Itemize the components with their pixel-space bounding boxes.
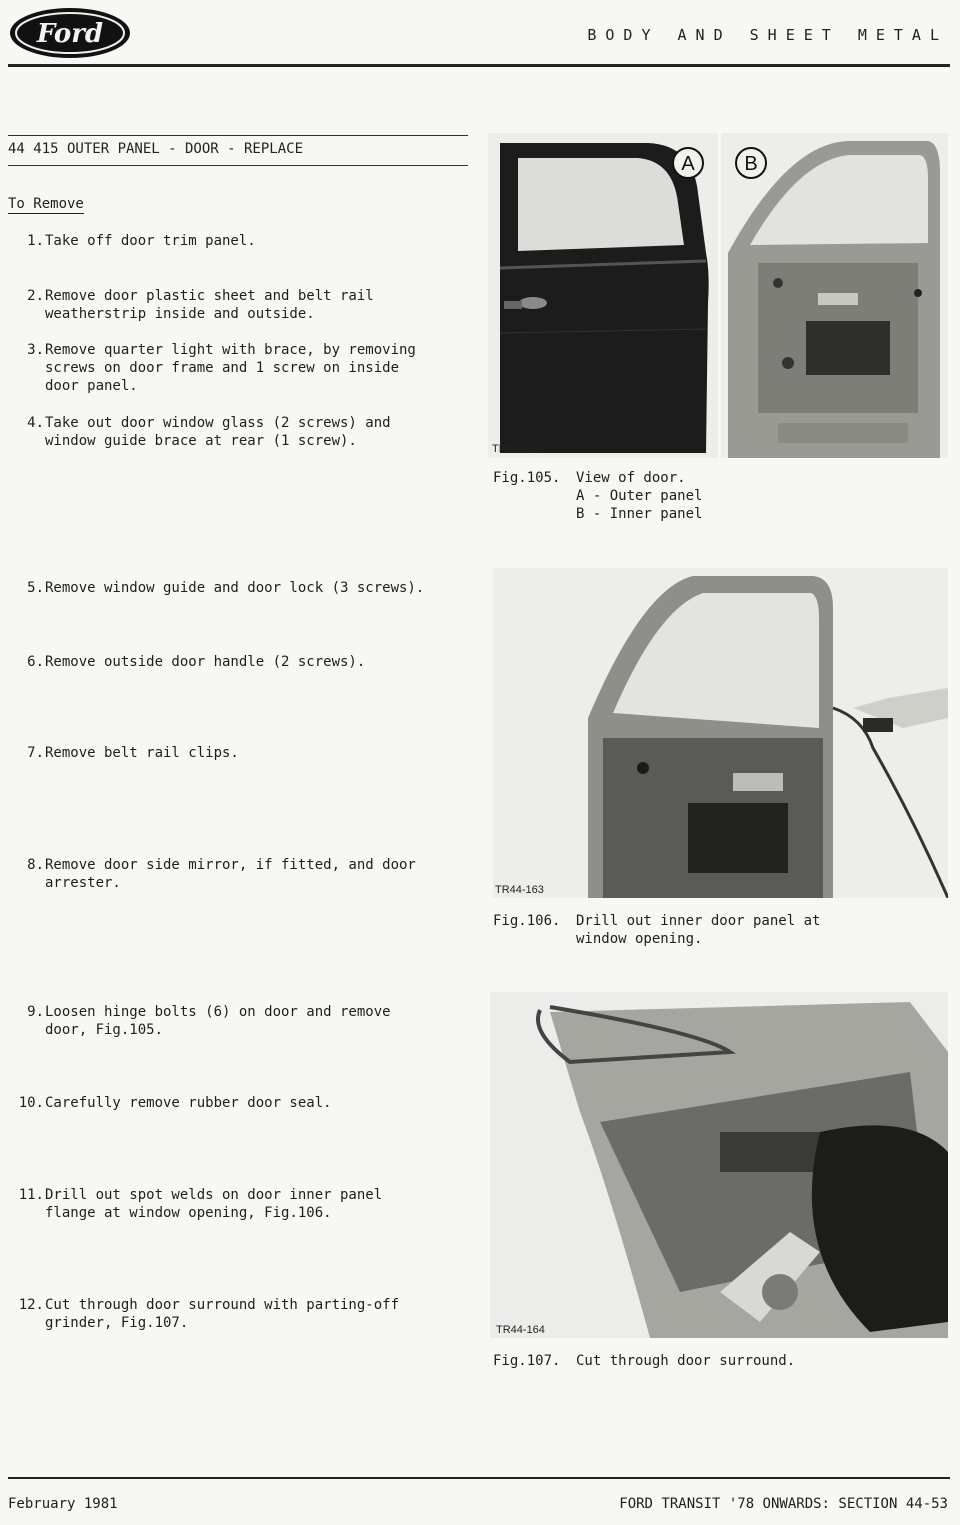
subheading-to-remove: To Remove [8,196,84,212]
figure-107-caption [493,1352,795,1370]
section-rule-bottom [8,165,468,166]
logo-text: Ford [36,19,104,49]
caption-line: B - Inner panel [576,506,703,522]
step-number: 3. [27,342,44,358]
caption-line: View of door. [576,470,686,486]
step-number: 4. [27,415,44,431]
step-text: Remove door side mirror, if fitted, and door arrester. [45,857,416,891]
caption-label: Fig.105. [493,470,561,486]
step-text: Remove window guide and door lock (3 screws). [45,580,425,596]
label-b: B [744,153,758,175]
caption-line: A - Outer panel [576,488,703,504]
footer-section-reference: FORD TRANSIT '78 ONWARDS: SECTION 44-53 [619,1496,948,1512]
step-text: Cut through door surround with parting-off grinder, Fig.107. [45,1297,400,1331]
figure-105-caption [493,469,702,523]
step-number: 6. [27,654,44,670]
figure-code: TR44-164 [496,1324,545,1336]
step-text: Remove door plastic sheet and belt rail weatherstrip inside and outside. [45,288,374,322]
step-number: 9. [27,1004,44,1020]
footer-divider [8,1477,950,1479]
outer-panel-image [500,143,709,453]
figure-code: TR44-162 [492,443,541,455]
step-number: 11. [18,1187,44,1203]
figure-106-photo [493,568,948,898]
step-text: Drill out spot welds on door inner panel flange at window opening, Fig.106. [45,1187,383,1221]
step-text: Remove quarter light with brace, by removing screws on door frame and 1 screw on inside door panel. [45,342,416,394]
figure-107-photo [490,992,948,1338]
step-number: 10. [18,1095,44,1111]
section-heading: 44 415 OUTER PANEL - DOOR - REPLACE [8,141,304,157]
label-a: A [681,153,695,175]
page-header-title: BODY AND SHEET METAL [587,26,948,44]
step-text: Take off door trim panel. [45,233,256,249]
step-text: Remove belt rail clips. [45,745,239,761]
ford-logo [8,6,132,60]
step-text: Remove outside door handle (2 screws). [45,654,366,670]
footer-date: February 1981 [8,1496,118,1512]
section-rule-top [8,135,468,136]
header-divider [8,64,950,67]
figure-105-photo [488,133,948,458]
step-number: 2. [27,288,44,304]
step-text: Carefully remove rubber door seal. [45,1095,332,1111]
figure-code: TR44-163 [495,884,544,896]
caption-line: window opening. [576,931,703,947]
step-text: Loosen hinge bolts (6) on door and remove door, Fig.105. [45,1004,391,1038]
step-number: 5. [27,580,44,596]
step-text: Take out door window glass (2 screws) and window guide brace at rear (1 screw). [45,415,391,449]
step-number: 1. [27,233,44,249]
step-number: 12. [18,1297,44,1313]
caption-label: Fig.107. [493,1353,561,1369]
caption-label: Fig.106. [493,913,561,929]
figure-106-caption [493,912,820,948]
step-number: 8. [27,857,44,873]
caption-line: Cut through door surround. [576,1353,796,1369]
step-number: 7. [27,745,44,761]
caption-line: Drill out inner door panel at [576,913,821,929]
